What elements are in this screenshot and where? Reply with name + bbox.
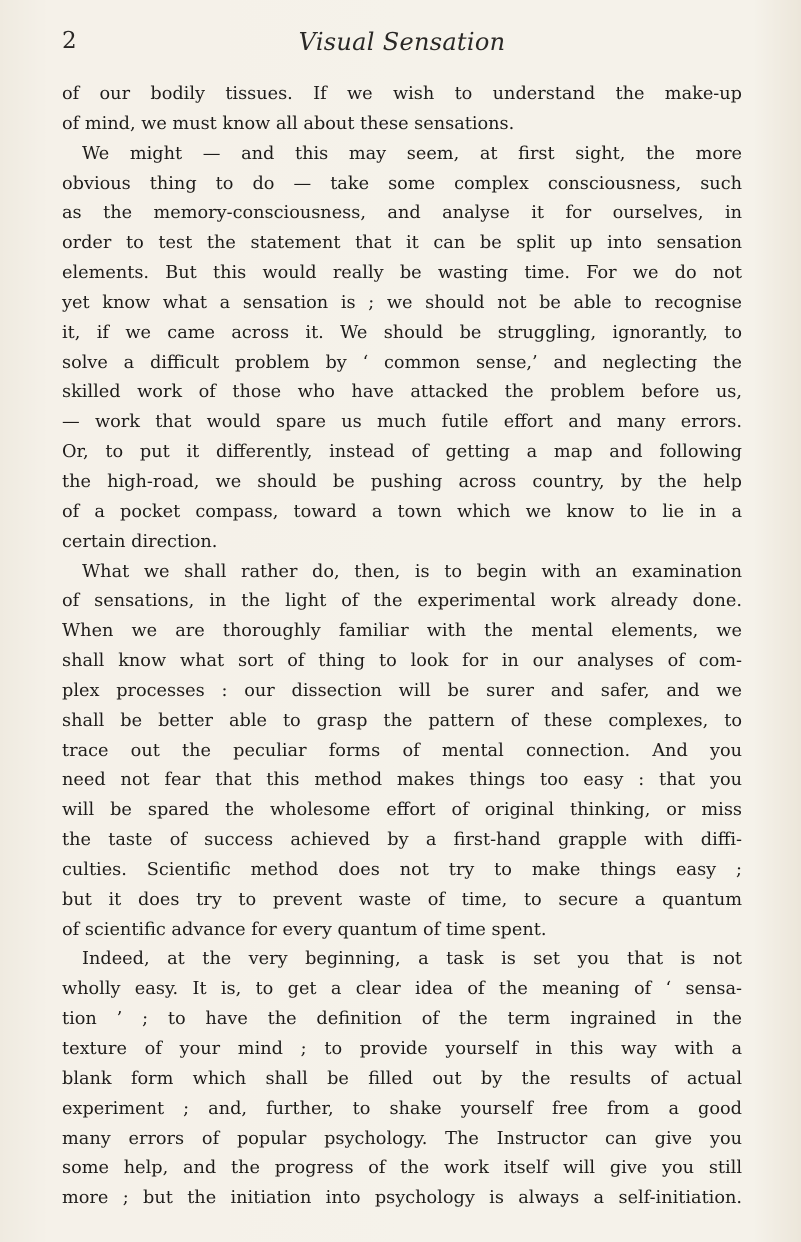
text-line: of a pocket compass, toward a town which we know to lie in a <box>62 501 742 522</box>
text-line: — work that would spare us much futile effort and many errors. <box>62 412 742 433</box>
text-line: some help, and the progress of the work itself will give you still <box>62 1158 742 1179</box>
text-line: of sensations, in the light of the experimental work already done. <box>62 591 742 612</box>
text-line: obvious thing to do — take some complex consciousness, such <box>62 173 742 194</box>
text-line: What we shall rather do, then, is to begin with an examination <box>82 561 742 582</box>
text-line: blank form which shall be filled out by the results of actual <box>62 1068 742 1089</box>
text-line: of our bodily tissues. If we wish to understand the make-up <box>62 84 742 104</box>
text-line: plex processes : our dissection will be surer and safer, and we <box>62 680 742 701</box>
text-line: but it does try to prevent waste of time, to secure a quantum <box>62 889 742 910</box>
text-line: yet know what a sensation is ; we should not be able to recognise <box>62 292 742 313</box>
text-line: more ; but the initiation into psychology is always a self-initiation. <box>62 1188 742 1209</box>
text-line: shall be better able to grasp the pattern of these complexes, to <box>62 710 742 731</box>
text-line: order to test the statement that it can be split up into sensation <box>62 233 742 254</box>
text-line: the taste of success achieved by a first-hand grapple with diffi- <box>62 830 742 851</box>
text-line: We might — and this may seem, at first sight, the more <box>82 143 742 164</box>
text-line: skilled work of those who have attacked the problem before us, <box>62 382 742 403</box>
text-line: need not fear that this method makes things too easy : that you <box>62 770 742 791</box>
text-line: culties. Scientific method does not try to make things easy ; <box>62 859 742 880</box>
text-line: Or, to put it differently, instead of getting a map and following <box>62 442 742 463</box>
text-line: of mind, we must know all about these sensations. <box>62 113 515 134</box>
text-line: experiment ; and, further, to shake yourself free from a good <box>62 1098 742 1119</box>
text-line: it, if we came across it. We should be struggling, ignorantly, to <box>62 322 742 343</box>
text-line: as the memory-consciousness, and analyse it for ourselves, in <box>62 203 742 224</box>
text-line: elements. But this would really be wasting time. For we do not <box>62 263 742 284</box>
text-line: wholly easy. It is, to get a clear idea of the meaning of ‘ sensa- <box>62 979 742 1000</box>
running-title: Visual Sensation <box>298 28 506 56</box>
text-line: the high-road, we should be pushing across country, by the help <box>62 471 742 492</box>
text-line: many errors of popular psychology. The Instructor can give you <box>62 1128 742 1149</box>
text-line: When we are thoroughly familiar with the mental elements, we <box>62 621 742 642</box>
text-line: certain direction. <box>62 531 218 552</box>
text-line: Indeed, at the very beginning, a task is set you that is not <box>82 949 742 970</box>
text-line: shall know what sort of thing to look for in our analyses of com- <box>62 651 742 672</box>
text-line: trace out the peculiar forms of mental connection. And you <box>62 740 742 761</box>
page-header <box>62 28 742 62</box>
text-line: solve a difficult problem by ‘ common sense,’ and neglecting the <box>62 352 742 373</box>
text-line: of scientific advance for every quantum of time spent. <box>62 919 547 940</box>
text-line: will be spared the wholesome effort of original thinking, or miss <box>62 800 742 821</box>
text-line: texture of your mind ; to provide yourself in this way with a <box>62 1039 742 1059</box>
page-number: 2 <box>62 28 77 54</box>
body-text <box>62 80 742 1214</box>
text-line: tion ’ ; to have the definition of the term ingrained in the <box>62 1009 742 1030</box>
